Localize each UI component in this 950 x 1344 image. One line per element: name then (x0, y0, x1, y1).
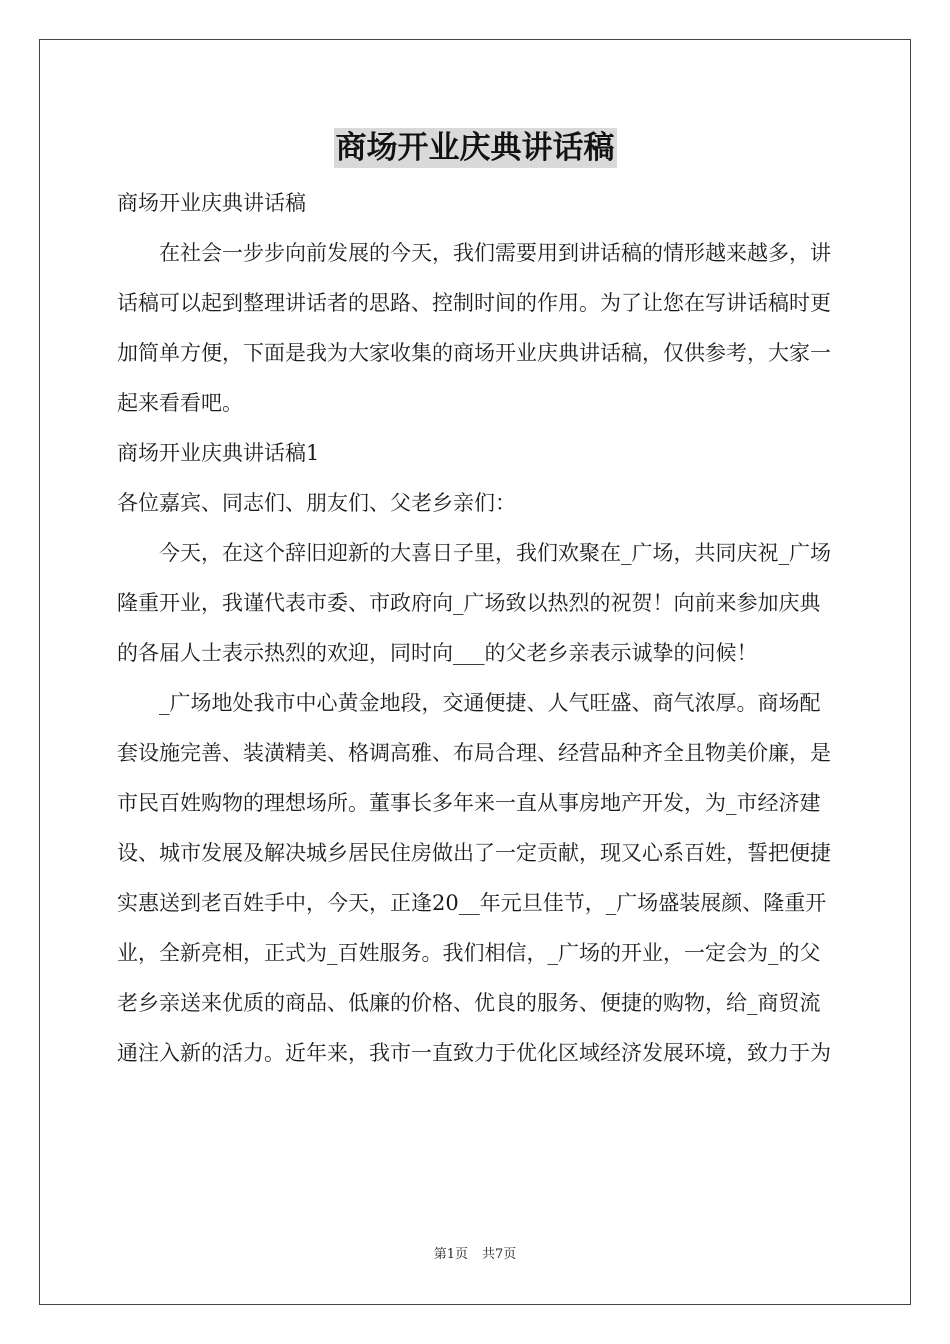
title-container (0, 128, 950, 168)
document-title: 商场开业庆典讲话稿 (335, 130, 615, 166)
body-paragraph-2: _广场地处我市中心黄金地段，交通便捷、人气旺盛、商气浓厚。商场配套设施完善、装潢精美、格调高雅、布局合理、经营品种齐全且物美价廉，是市民百姓购物的理想场所。董事长多年来一直从事房地产开发，为_市经济建设、城市发展及解决城乡居民住房做出了一定贡献，现又心系百姓，誓把便捷实惠送到老百姓手中，今天，正逢20__年元旦佳节，_广场盛装展颜、隆重开业，全新亮相，正式为_百姓服务。我们相信，_广场的开业，一定会为_的父老乡亲送来优质的商品、低廉的价格、优良的服务、便捷的购物，给_商贸流通注入新的活力。近年来，我市一直致力于优化区域经济发展环境，致力于为 (117, 691, 831, 1065)
body-paragraph-1: 今天，在这个辞旧迎新的大喜日子里，我们欢聚在_广场，共同庆祝_广场隆重开业，我谨代表市委、市政府向_广场致以热烈的祝贺！向前来参加庆典的各届人士表示热烈的欢迎，同时向___的父老乡亲表示诚挚的问候！ (117, 541, 831, 665)
page-number-total: 共7页 (482, 1247, 517, 1262)
salutation: 各位嘉宾、同志们、朋友们、父老乡亲们： (117, 491, 516, 515)
document-body (117, 178, 837, 1078)
intro-paragraph: 在社会一步步向前发展的今天，我们需要用到讲话稿的情形越来越多，讲话稿可以起到整理讲话者的思路、控制时间的作用。为了让您在写讲话稿时更加简单方便，下面是我为大家收集的商场开业庆典讲话稿，仅供参考，大家一起来看看吧。 (117, 241, 831, 415)
page-footer (0, 1246, 950, 1264)
section-heading: 商场开业庆典讲话稿1 (117, 441, 320, 465)
page-number-current: 第1页 (433, 1247, 468, 1262)
subtitle-line: 商场开业庆典讲话稿 (117, 191, 306, 215)
